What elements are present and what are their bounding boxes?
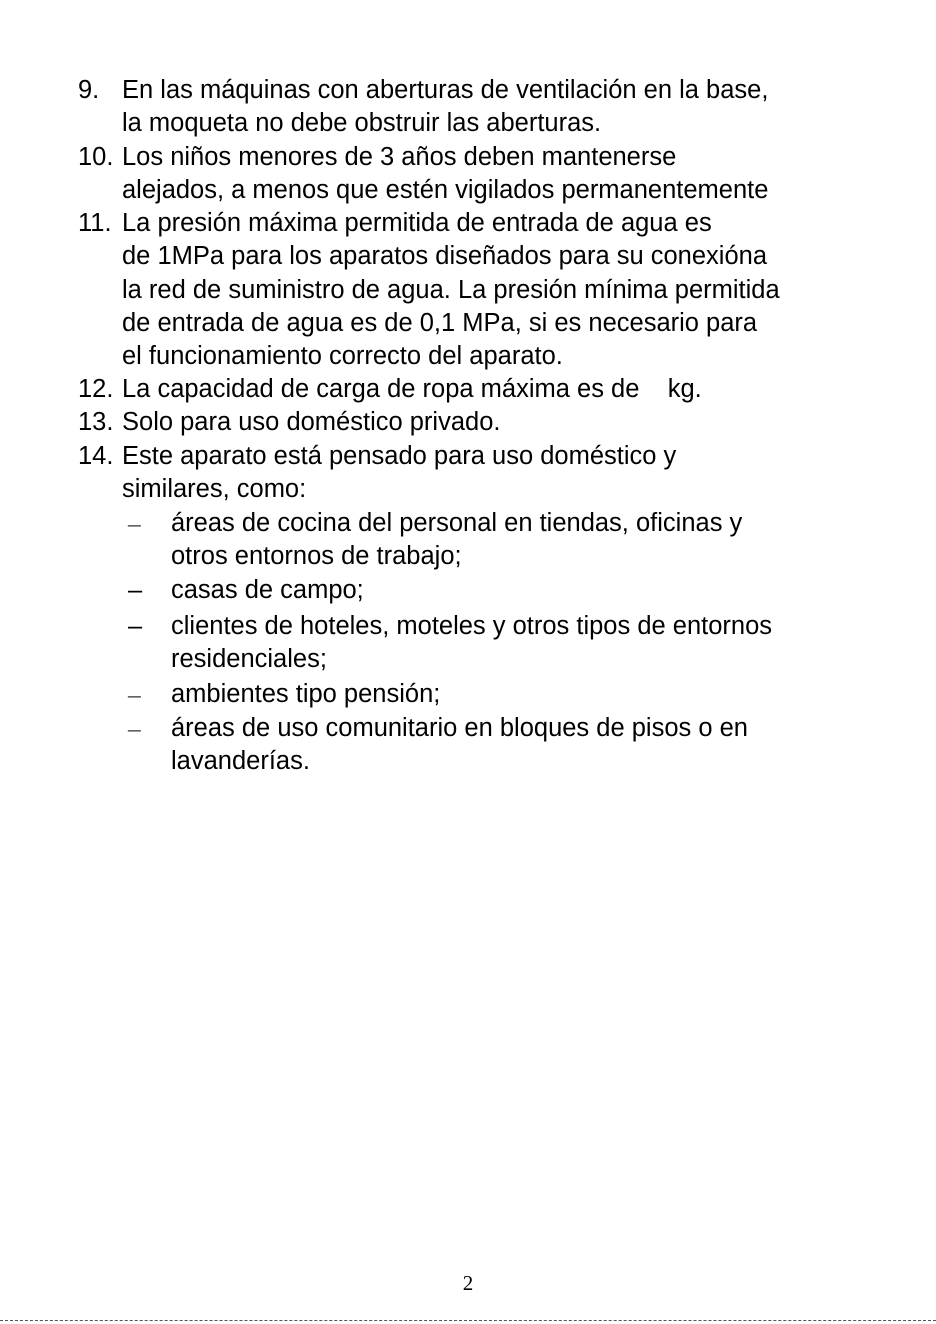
text-line: otros entornos de trabajo; xyxy=(171,542,462,571)
list-item-text xyxy=(122,373,878,406)
list-item-number: 10. xyxy=(78,143,114,171)
list-item-text xyxy=(122,406,878,439)
text-line: clientes de hoteles, moteles y otros tipos de entornos xyxy=(171,612,773,640)
text-line: casas de campo; xyxy=(171,576,364,604)
sub-list-item-text xyxy=(171,678,888,711)
dash-bullet: – xyxy=(128,612,143,640)
sub-list-item-text xyxy=(171,574,888,607)
list-item-text xyxy=(122,440,878,507)
text-line: la red de suministro de agua. La presión mínima permitida xyxy=(122,275,780,304)
list-item-14 xyxy=(78,440,878,507)
sub-list-item-text xyxy=(171,712,888,779)
list-item-10 xyxy=(78,141,878,208)
text-line: áreas de cocina del personal en tiendas, oficinas y xyxy=(171,509,743,537)
sub-list-item xyxy=(128,610,888,677)
list-item-number: 14. xyxy=(78,442,114,470)
sub-list-item xyxy=(128,574,888,607)
list-item-12 xyxy=(78,373,878,406)
text-line: Solo para uso doméstico privado. xyxy=(122,408,501,436)
text-line: lavanderías. xyxy=(171,747,310,776)
dash-bullet: – xyxy=(128,714,141,743)
dash-bullet: – xyxy=(128,509,141,538)
text-line: Este aparato está pensado para uso doméstico y xyxy=(122,442,677,470)
sub-list-item xyxy=(128,678,888,711)
list-item-number: 11. xyxy=(78,209,112,237)
text-line: de entrada de agua es de 0,1 MPa, si es necesario para xyxy=(122,308,758,337)
list-item-number: 9. xyxy=(78,76,100,104)
text-line: La capacidad de carga de ropa máxima es de kg. xyxy=(122,375,702,403)
sub-list-item-text xyxy=(171,610,888,677)
text-line: áreas de uso comunitario en bloques de pisos o en xyxy=(171,714,748,742)
list-item-number: 13. xyxy=(78,408,114,436)
footer-divider xyxy=(0,1320,936,1321)
text-line: ambientes tipo pensión; xyxy=(171,680,441,708)
list-item-number: 12. xyxy=(78,375,114,403)
dash-bullet: – xyxy=(128,680,141,709)
list-item-text xyxy=(122,74,878,141)
text-line: La presión máxima permitida de entrada de agua es xyxy=(122,209,712,237)
sub-list-item xyxy=(128,507,888,574)
list-item-13 xyxy=(78,406,878,439)
sub-list-item xyxy=(128,712,888,779)
text-line: de 1MPa para los aparatos diseñados para su conexióna xyxy=(122,242,768,271)
text-line: Los niños menores de 3 años deben mantenerse xyxy=(122,143,677,171)
text-line: residenciales; xyxy=(171,645,327,674)
page-number: 2 xyxy=(462,1271,474,1295)
text-line: el funcionamiento correcto del aparato. xyxy=(122,342,563,371)
list-item-9 xyxy=(78,74,878,141)
text-line: alejados, a menos que estén vigilados permanentemente xyxy=(122,176,769,205)
text-line: similares, como: xyxy=(122,475,307,504)
list-item-11 xyxy=(78,207,878,373)
list-item-text xyxy=(122,207,878,373)
dash-bullet: – xyxy=(128,576,143,604)
text-line: En las máquinas con aberturas de ventilación en la base, xyxy=(122,76,769,104)
sub-list-item-text xyxy=(171,507,888,574)
text-line: la moqueta no debe obstruir las aberturas. xyxy=(122,109,602,138)
list-item-text xyxy=(122,141,878,208)
